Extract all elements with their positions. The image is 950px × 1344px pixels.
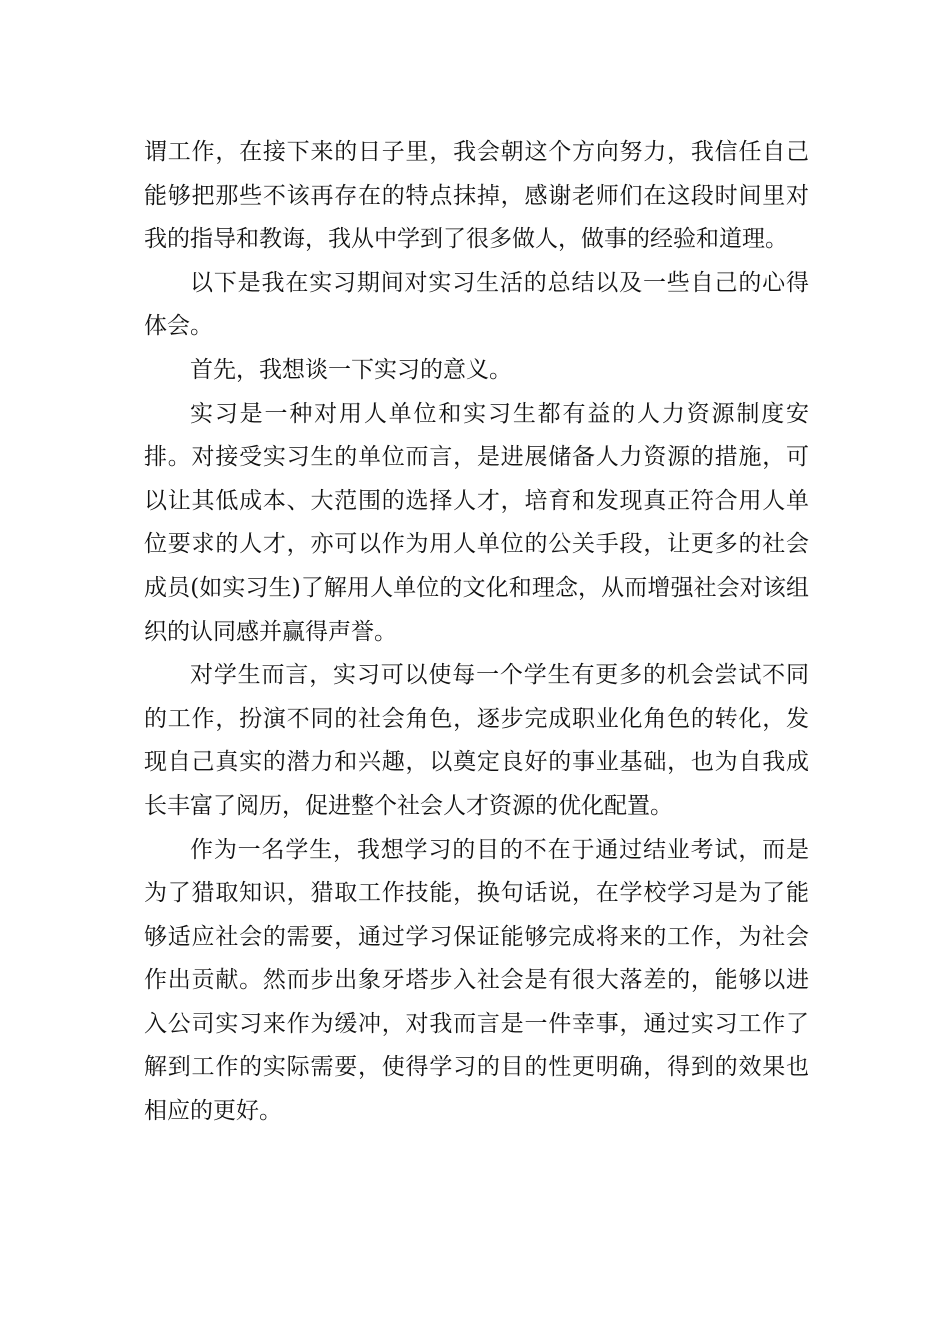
paragraph-4: 实习是一种对用人单位和实习生都有益的人力资源制度安排。对接受实习生的单位而言，是进展储备人力资源的措施，可以让其低成本、大范围的选择人才，培育和发现真正符合用人单位要求的人才，亦可以作为用人单位的公关手段，让更多的社会成员(如实习生)了解用人单位的文化和理念，从而增强社会对该组织的认同感并赢得声誉。 <box>144 400 809 645</box>
paragraph-2: 以下是我在实习期间对实习生活的总结以及一些自己的心得体会。 <box>144 269 809 340</box>
paragraph-5: 对学生而言，实习可以使每一个学生有更多的机会尝试不同的工作，扮演不同的社会角色，逐步完成职业化角色的转化，发现自己真实的潜力和兴趣，以奠定良好的事业基础，也为自我成长丰富了阅历，促进整个社会人才资源的优化配置。 <box>144 662 809 819</box>
paragraph-6: 作为一名学生，我想学习的目的不在于通过结业考试，而是为了猎取知识，猎取工作技能，换句话说，在学校学习是为了能够适应社会的需要，通过学习保证能够完成将来的工作，为社会作出贡献。然而步出象牙塔步入社会是有很大落差的，能够以进入公司实习来作为缓冲，对我而言是一件幸事，通过实习工作了解到工作的实际需要，使得学习的目的性更明确，得到的效果也相应的更好。 <box>144 836 809 1125</box>
paragraph-3: 首先，我想谈一下实习的意义。 <box>190 356 512 383</box>
document-body <box>144 131 809 1134</box>
paragraph-1: 谓工作，在接下来的日子里，我会朝这个方向努力，我信任自己能够把那些不该再存在的特点抹掉，感谢老师们在这段时间里对我的指导和教诲，我从中学到了很多做人，做事的经验和道理。 <box>144 139 809 253</box>
